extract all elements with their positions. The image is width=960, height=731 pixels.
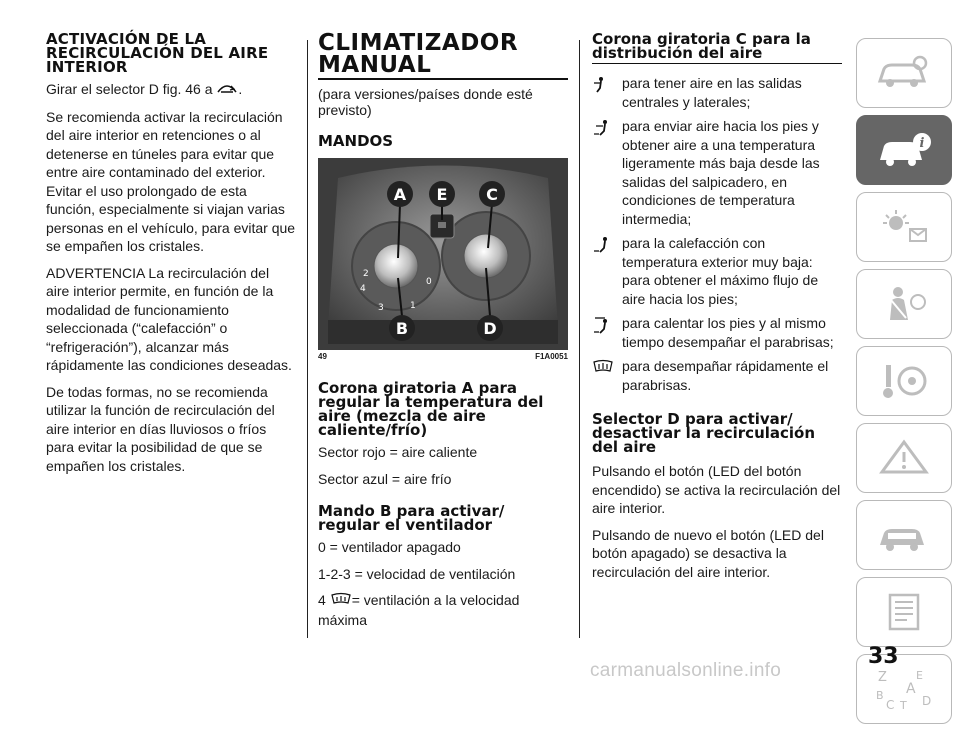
wrench-steering-icon bbox=[874, 361, 934, 401]
distribution-heading: Corona giratoria C para la distribución del aire bbox=[592, 32, 842, 64]
note-paragraph: De todas formas, no se recomienda utilizar la función de recirculación del aire interior en días lluviosos o fríos para evitar la posibilidad de que se empañen los cristales. bbox=[46, 383, 275, 474]
svg-text:E: E bbox=[916, 669, 923, 682]
knob-number-2: 2 bbox=[363, 269, 369, 279]
figure-code: F1A0051 bbox=[535, 352, 568, 361]
instruction-paragraph: Girar el selector D fig. 46 a . bbox=[46, 80, 296, 100]
callout-a bbox=[387, 181, 413, 207]
list-item: para calentar los pies y al mismo tiempo desempañar el parabrisas; bbox=[592, 314, 842, 351]
section-b-max: 4 = ventilación a la velocidad máxima bbox=[318, 592, 520, 628]
recirculation-icon bbox=[216, 81, 238, 100]
tab-dashboard-info[interactable] bbox=[856, 115, 952, 185]
dashboard-lights-icon bbox=[874, 207, 934, 247]
svg-text:T: T bbox=[900, 699, 907, 711]
list-item: para desempañar rápidamente el parabrisas. bbox=[592, 357, 842, 394]
vent-feet-icon bbox=[592, 234, 622, 259]
svg-text:A: A bbox=[393, 185, 407, 204]
tab-lights[interactable] bbox=[856, 192, 952, 262]
alphabet-index-icon bbox=[872, 667, 936, 711]
section-a-blue: Sector azul = aire frío bbox=[318, 470, 452, 487]
section-a-heading: Corona giratoria A para regular la temperatura del aire (mezcla de aire caliente/frío) bbox=[318, 379, 544, 439]
climate-panel-illustration bbox=[318, 158, 568, 350]
svg-text:B: B bbox=[395, 319, 409, 338]
knob-number-1: 1 bbox=[410, 301, 416, 311]
callout-c bbox=[479, 181, 505, 207]
controls-figure bbox=[318, 158, 568, 350]
tab-emergency[interactable] bbox=[856, 423, 952, 493]
svg-text:E: E bbox=[436, 185, 448, 204]
defrost-icon bbox=[592, 357, 622, 380]
vent-feet-defrost-icon bbox=[592, 314, 622, 339]
section-d-heading: Selector D para activar/ desactivar la recirculación del aire bbox=[592, 410, 816, 456]
figure-number: 49 bbox=[318, 352, 327, 361]
svg-text:A: A bbox=[906, 681, 916, 697]
car-info-icon bbox=[874, 130, 934, 170]
specifications-list-icon bbox=[874, 592, 934, 632]
tab-safety[interactable] bbox=[856, 269, 952, 339]
tab-knowing-vehicle[interactable] bbox=[856, 38, 952, 108]
warning-triangle-icon bbox=[874, 438, 934, 478]
controls-heading: MANDOS bbox=[318, 132, 394, 150]
recommendation-paragraph: Se recomienda activar la recirculación del aire interior en retenciones o al detenerse en túneles para evitar que entre aire contaminado del exterior. Evitar el uso prolongado de esta función, especialmente si viajan varias personas en el vehículo, para evitar que se empañen los cristales. bbox=[46, 108, 296, 255]
tab-maintenance[interactable] bbox=[856, 500, 952, 570]
section-a-red: Sector rojo = aire caliente bbox=[318, 444, 478, 460]
defrost-icon bbox=[330, 592, 352, 611]
seatbelt-airbag-icon bbox=[874, 284, 934, 324]
column-2 bbox=[318, 32, 568, 637]
warning-paragraph: ADVERTENCIA La recirculación del aire interior permite, en función de la modalidad de funcionamiento seleccionada (“calefacción” o “refrigeración”), alcanzar más rápidamente las condiciones deseadas. bbox=[46, 264, 292, 374]
column-1 bbox=[46, 32, 296, 483]
recirculation-heading: ACTIVACIÓN DE LA RECIRCULACIÓN DEL AIRE INTERIOR bbox=[46, 30, 269, 76]
section-b-off: 0 = ventilador apagado bbox=[318, 539, 461, 555]
svg-text:B: B bbox=[876, 689, 884, 702]
svg-text:Z: Z bbox=[878, 670, 887, 685]
svg-text:D: D bbox=[483, 319, 497, 338]
svg-text:i: i bbox=[919, 136, 925, 151]
column-3 bbox=[592, 32, 842, 589]
car-magnifier-icon bbox=[874, 53, 934, 93]
column-divider-2 bbox=[579, 40, 580, 638]
section-d-on: Pulsando el botón (LED del botón encendido) se activa la recirculación del aire interior. bbox=[592, 463, 841, 516]
chapter-tabs bbox=[856, 38, 960, 731]
column-divider-1 bbox=[307, 40, 308, 638]
callout-d bbox=[477, 315, 503, 341]
knob-number-3: 3 bbox=[378, 303, 384, 313]
callout-e bbox=[429, 181, 455, 207]
tab-starting-driving[interactable] bbox=[856, 346, 952, 416]
vent-face-feet-icon bbox=[592, 117, 622, 142]
list-item: para enviar aire hacia los pies y obtener aire a una temperatura ligeramente más baja desde las salidas del salpicadero, en condiciones de temperatura intermedia; bbox=[592, 117, 842, 228]
svg-text:C: C bbox=[886, 698, 895, 711]
section-b-speeds: 1-2-3 = velocidad de ventilación bbox=[318, 565, 516, 582]
section-b-heading: Mando B para activar/ regular el ventilador bbox=[318, 502, 505, 534]
page-subtitle: (para versiones/países donde esté previsto) bbox=[318, 86, 533, 118]
list-item: para la calefacción con temperatura exterior muy baja: para obtener el máximo flujo de aire hacia los pies; bbox=[592, 234, 842, 308]
knob-number-0: 0 bbox=[426, 277, 432, 287]
section-d-off: Pulsando de nuevo el botón (LED del botón apagado) se desactiva la recirculación del aire interior. bbox=[592, 526, 824, 580]
watermark: carmanualsonline.info bbox=[590, 660, 782, 681]
knob-number-4: 4 bbox=[360, 284, 366, 294]
figure-caption bbox=[318, 352, 568, 361]
list-item: para tener aire en las salidas centrales y laterales; bbox=[592, 74, 842, 111]
tab-technical-data[interactable] bbox=[856, 577, 952, 647]
svg-text:C: C bbox=[486, 185, 498, 204]
page-title: CLIMATIZADOR MANUAL bbox=[318, 32, 568, 80]
vent-face-icon bbox=[592, 74, 622, 99]
svg-text:D: D bbox=[922, 694, 932, 708]
car-service-icon bbox=[874, 515, 934, 555]
page-number: 33 bbox=[868, 644, 899, 669]
callout-b bbox=[389, 315, 415, 341]
